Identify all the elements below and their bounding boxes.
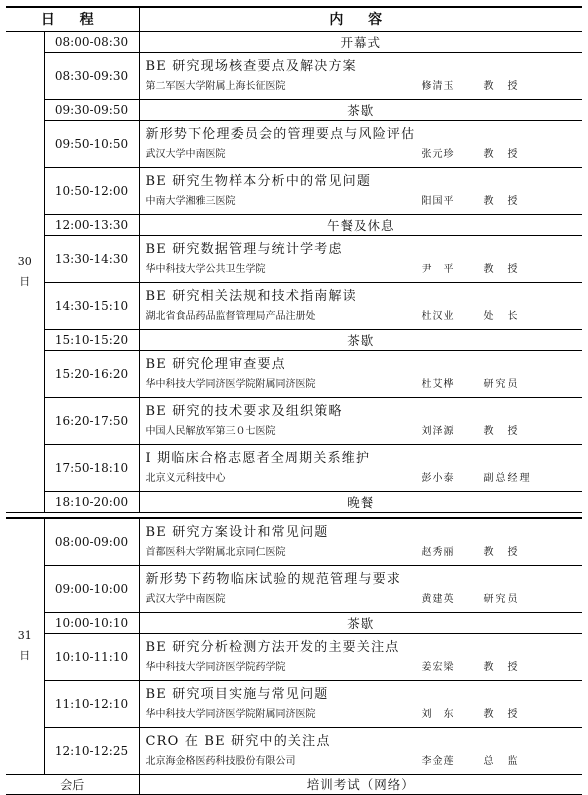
time-slot: 14:30-15:10 [44,282,139,329]
session-row [6,518,582,565]
session-cell [139,680,582,727]
event-name: 茶歇 [139,329,582,350]
day-suffix: 日 [19,649,31,663]
speaker-line [146,78,577,96]
speaker-org: 湖北省食品药品监督管理局产品注册处 [145,310,316,322]
speaker-title: 教 授 [483,263,520,275]
speaker-title: 教 授 [483,195,520,207]
speaker-title: 处 长 [483,310,520,322]
speaker-title: 副总经理 [483,472,532,484]
session-topic: CRO 在 BE 研究中的关注点 [145,733,331,749]
session-row [6,397,582,444]
speaker-org: 中国人民解放军第三０七医院 [145,425,276,437]
speaker-org: 北京海金格医药科技股份有限公司 [145,755,296,767]
session-row [6,444,582,491]
speaker-name: 尹 平 [421,263,455,275]
time-slot: 12:00-13:30 [44,214,139,235]
speaker-title: 教 授 [483,148,520,160]
speaker-name: 黄建英 [421,593,455,605]
session-topic: 新形势下药物临床试验的规范管理与要求 [145,571,402,587]
time-slot: 09:50-10:50 [44,120,139,167]
time-slot: 12:10-12:25 [44,727,139,774]
session-row [6,167,582,214]
time-slot: 09:00-10:00 [44,565,139,612]
speaker-title: 研究员 [483,378,520,390]
session-topic: 新形势下伦理委员会的管理要点与风险评估 [145,126,416,142]
session-cell [139,350,582,397]
session-row [6,565,582,612]
speaker-org: 华中科技大学同济医学院药学院 [145,661,286,673]
event-name: 茶歇 [139,99,582,120]
footer-row [6,774,582,795]
session-row [6,350,582,397]
session-row [6,727,582,774]
speaker-line [146,591,577,609]
session-cell [139,727,582,774]
session-row [6,680,582,727]
time-slot: 11:10-12:10 [44,680,139,727]
session-cell [139,167,582,214]
event-row [6,99,582,120]
session-cell [139,120,582,167]
time-slot: 08:00-08:30 [44,31,139,52]
speaker-org: 第二军医大学附属上海长征医院 [145,80,286,92]
speaker-line [146,193,577,211]
speaker-name: 修清玉 [421,80,455,92]
footer-time: 会后 [6,774,139,795]
session-row [6,235,582,282]
speaker-name: 彭小泰 [421,472,455,484]
speaker-line [146,261,577,279]
speaker-title: 研究员 [483,593,520,605]
speaker-org: 华中科技大学公共卫生学院 [145,263,266,275]
event-row [6,491,582,512]
time-slot: 10:10-11:10 [44,633,139,680]
time-slot: 08:00-09:00 [44,518,139,565]
session-topic: BE 研究伦理审查要点 [145,356,286,372]
header-schedule: 日 程 [6,7,139,31]
speaker-line [146,544,577,562]
time-slot: 10:00-10:10 [44,612,139,633]
time-slot: 09:30-09:50 [44,99,139,120]
speaker-line [146,423,577,441]
session-topic: BE 研究方案设计和常见问题 [145,524,329,540]
time-slot: 15:20-16:20 [44,350,139,397]
speaker-org: 首都医科大学附属北京同仁医院 [145,546,286,558]
event-row [6,31,582,52]
session-row [6,633,582,680]
speaker-org: 北京义元科技中心 [145,472,226,484]
session-cell [139,282,582,329]
speaker-name: 赵秀丽 [421,546,455,558]
session-cell [139,565,582,612]
time-slot: 10:50-12:00 [44,167,139,214]
speaker-line [146,706,577,724]
event-name: 茶歇 [139,612,582,633]
session-topic: BE 研究的技术要求及组织策略 [145,403,343,419]
session-row [6,52,582,99]
speaker-title: 教 授 [483,708,520,720]
speaker-name: 张元珍 [421,148,455,160]
speaker-name: 刘泽源 [421,425,455,437]
time-slot: 18:10-20:00 [44,491,139,512]
footer-event: 培训考试（网络） [139,774,582,795]
speaker-name: 杜艾桦 [421,378,455,390]
speaker-line [146,659,577,677]
header-row [6,7,582,31]
speaker-line [146,753,577,771]
time-slot: 08:30-09:30 [44,52,139,99]
session-topic: I 期临床合格志愿者全周期关系维护 [145,450,371,466]
event-row [6,214,582,235]
speaker-org: 中南大学湘雅三医院 [145,195,236,207]
day-label [6,31,44,512]
session-topic: BE 研究相关法规和技术指南解读 [145,288,357,304]
session-row [6,282,582,329]
session-cell [139,444,582,491]
day-number: 30 [17,254,32,268]
event-name: 开幕式 [139,31,582,52]
speaker-line [146,470,577,488]
speaker-title: 教 授 [483,546,520,558]
day-label [6,518,44,774]
speaker-title: 总 监 [483,755,520,767]
speaker-line [146,376,577,394]
time-slot: 16:20-17:50 [44,397,139,444]
session-topic: BE 研究分析检测方法开发的主要关注点 [145,639,400,655]
speaker-org: 华中科技大学同济医学院附属同济医院 [145,378,316,390]
speaker-org: 武汉大学中南医院 [145,593,226,605]
speaker-name: 杜汉业 [421,310,455,322]
schedule-table [6,6,582,795]
session-cell [139,397,582,444]
day-number: 31 [17,629,32,643]
speaker-org: 华中科技大学同济医学院附属同济医院 [145,708,316,720]
speaker-line [146,146,577,164]
speaker-name: 刘 东 [421,708,455,720]
time-slot: 13:30-14:30 [44,235,139,282]
session-topic: BE 研究生物样本分析中的常见问题 [145,173,372,189]
speaker-name: 李金莲 [421,755,455,767]
speaker-name: 姜宏梁 [421,661,455,673]
session-topic: BE 研究数据管理与统计学考虑 [145,241,343,257]
speaker-line [146,308,577,326]
session-topic: BE 研究项目实施与常见问题 [145,686,329,702]
event-row [6,329,582,350]
speaker-name: 阳国平 [421,195,455,207]
speaker-org: 武汉大学中南医院 [145,148,226,160]
session-cell [139,52,582,99]
speaker-title: 教 授 [483,425,520,437]
event-row [6,612,582,633]
session-cell [139,235,582,282]
time-slot: 15:10-15:20 [44,329,139,350]
day-suffix: 日 [19,274,31,288]
speaker-title: 教 授 [483,80,520,92]
time-slot: 17:50-18:10 [44,444,139,491]
event-name: 晚餐 [139,491,582,512]
session-row [6,120,582,167]
session-cell [139,518,582,565]
event-name: 午餐及休息 [139,214,582,235]
session-topic: BE 研究现场核查要点及解决方案 [145,58,357,74]
speaker-title: 教 授 [483,661,520,673]
header-content: 内 容 [139,7,582,31]
session-cell [139,633,582,680]
